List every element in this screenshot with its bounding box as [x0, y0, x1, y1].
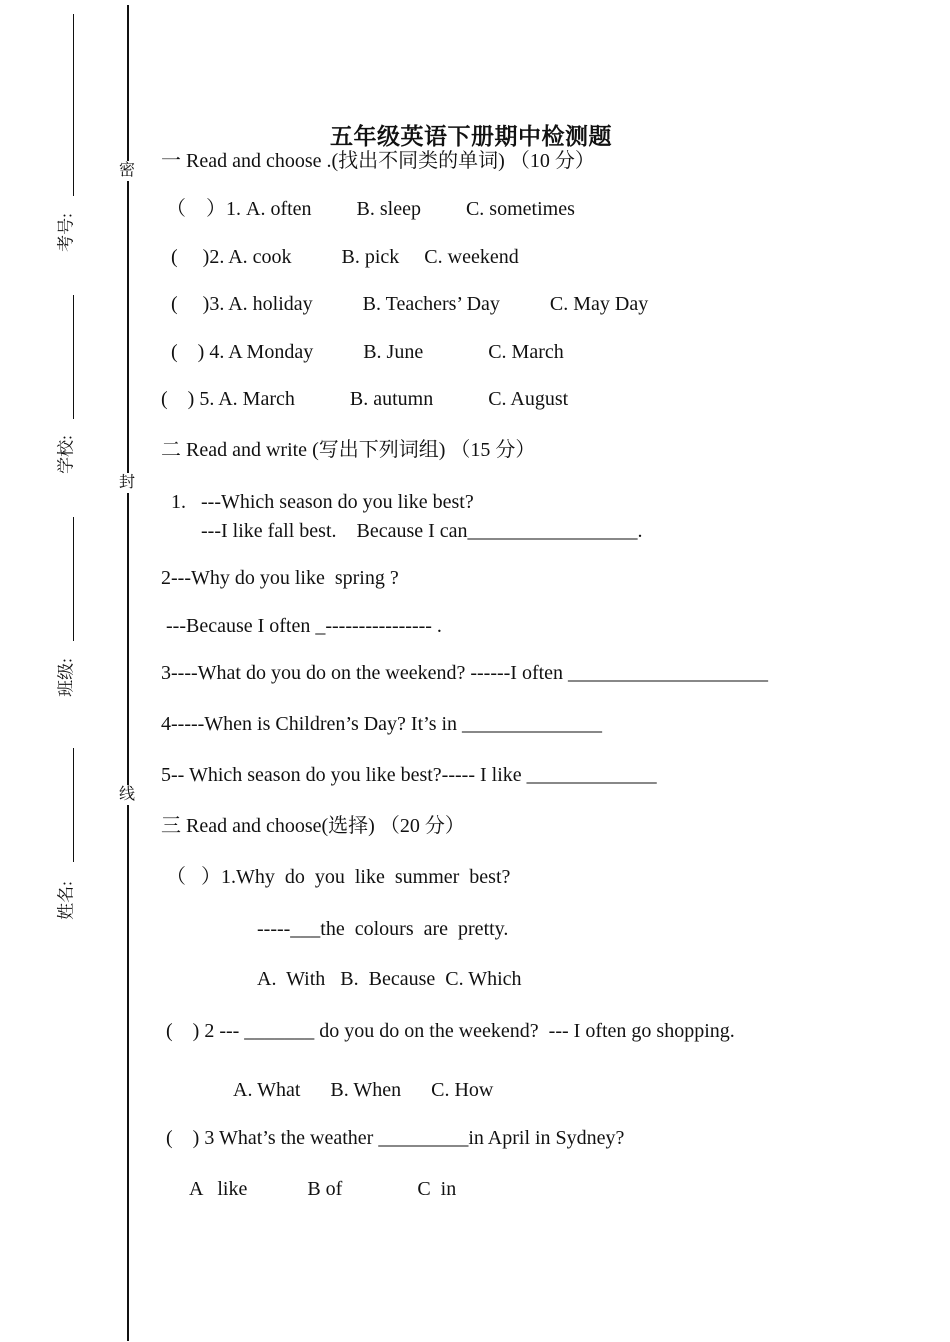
section-2-heading: 二 Read and write (写出下列词组) （15 分） — [161, 439, 536, 461]
section-1-item-4: ( ) 4. A Monday B. June C. March — [166, 341, 564, 363]
seal-mark-mi: 密 — [119, 162, 136, 179]
page-title: 五年级英语下册期中检测题 — [330, 124, 612, 149]
section-3-heading: 三 Read and choose(选择) （20 分） — [161, 815, 465, 837]
class-underline — [73, 517, 74, 641]
school-label: 学校: — [56, 435, 76, 474]
section-3-item-1-answer: -----___the colours are pretty. — [257, 918, 509, 940]
name-underline — [73, 748, 74, 862]
section-2-item-4: 4-----When is Children’s Day? It’s in ______________ — [161, 713, 603, 735]
section-3-item-3-question: ( ) 3 What’s the weather _________in April in Sydney? — [161, 1127, 625, 1149]
section-1-heading: 一 Read and choose .(找出不同类的单词) （10 分） — [161, 150, 595, 172]
school-underline — [73, 295, 74, 419]
section-3-item-3-options: A like B of C in — [189, 1178, 457, 1200]
section-1-item-2: ( )2. A. cook B. pick C. weekend — [166, 246, 519, 268]
section-3-item-2-question: ( ) 2 --- _______ do you do on the weekend? --- I often go shopping. — [161, 1020, 735, 1042]
section-2-item-1-question: 1. ---Which season do you like best? — [161, 491, 474, 513]
section-1-item-3: ( )3. A. holiday B. Teachers’ Day C. May Day — [166, 293, 649, 315]
section-2-item-3: 3----What do you do on the weekend? ------I often ____________________ — [161, 662, 769, 684]
section-2-item-1-answer: ---I like fall best. Because I can_________________. — [161, 520, 643, 542]
section-2-item-2-question: 2---Why do you like spring ? — [161, 567, 399, 589]
section-1-item-1: （ ）1. A. often B. sleep C. sometimes — [166, 198, 575, 220]
name-label: 姓名: — [56, 881, 76, 920]
seal-line — [127, 5, 129, 1341]
section-2-item-2-answer: ---Because I often _---------------- . — [161, 615, 442, 637]
seal-mark-xian: 线 — [119, 786, 136, 803]
section-3-item-1-options: A. With B. Because C. Which — [257, 968, 522, 990]
section-3-item-1-question: （ ）1.Why do you like summer best? — [166, 866, 511, 888]
seal-mark-feng: 封 — [119, 474, 136, 491]
exam-number-underline — [73, 14, 74, 196]
exam-number-label: 考号: — [56, 213, 76, 252]
section-2-item-5: 5-- Which season do you like best?----- I like _____________ — [161, 764, 657, 786]
class-label: 班级: — [56, 658, 76, 697]
section-1-item-5: ( ) 5. A. March B. autumn C. August — [161, 388, 569, 410]
section-3-item-2-options: A. What B. When C. How — [233, 1079, 494, 1101]
